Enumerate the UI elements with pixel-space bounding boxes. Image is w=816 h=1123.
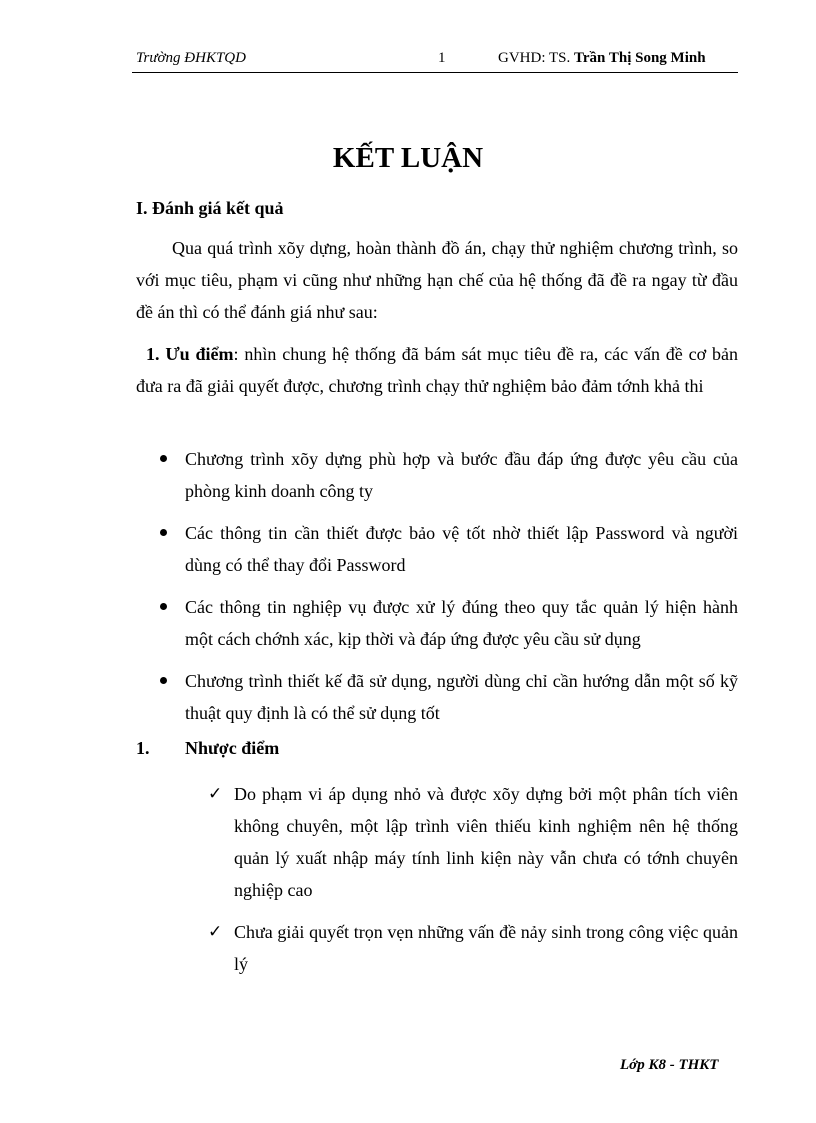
list-item-text: Do phạm vi áp dụng nhỏ và được xõy dựng bởi một phân tích viên không chuyên, một lập trình viên thiếu kinh nghiệm nên hệ thống quản lý xuất nhập máy tính linh kiện này vẫn chưa có tớnh chuyên nghiệp cao: [234, 784, 738, 900]
list-item: [208, 916, 738, 980]
page-title: KẾT LUẬN: [332, 142, 484, 174]
bullet-dot-icon: [160, 529, 167, 536]
disadvantages-number: 1.: [136, 738, 150, 758]
list-item-text: Các thông tin nghiệp vụ được xử lý đúng theo quy tắc quản lý hiện hành một cách chớnh xác, kịp thời và đáp ứng được yêu cầu sử dụng: [185, 597, 738, 649]
list-item-text: Chưa giải quyết trọn vẹn những vấn đề nảy sinh trong công việc quản lý: [234, 922, 738, 974]
list-item: [160, 665, 738, 729]
bullet-dot-icon: [160, 603, 167, 610]
footer-class: Lớp K8 - THKT: [620, 1057, 719, 1073]
bullet-dot-icon: [160, 455, 167, 462]
advantages-list: [160, 443, 738, 739]
disadvantages-heading: [136, 738, 279, 759]
section-heading: I. Đánh giá kết quả: [136, 198, 284, 218]
header-advisor-name: Trần Thị Song Minh: [573, 50, 706, 66]
header-school: Trường ĐHKTQD: [136, 50, 246, 66]
bullet-dot-icon: [160, 677, 167, 684]
checkmark-icon: ✓: [208, 922, 223, 942]
intro-paragraph: Qua quá trình xõy dựng, hoàn thành đồ án, chạy thử nghiệm chương trình, so với mục tiêu, phạm vi cũng như những hạn chế của hệ thống đã đề ra ngay từ đầu đề án thì có thể đánh giá như sau:: [136, 238, 738, 322]
list-item: [208, 778, 738, 906]
checkmark-icon: ✓: [208, 784, 223, 804]
disadvantages-label: Nhược điểm: [185, 738, 280, 758]
header-divider: [132, 72, 738, 73]
advantages-text: : nhìn chung hệ thống đã bám sát mục tiêu đề ra, các vấn đề cơ bản đưa ra đã giải quyết được, chương trình chạy thử nghiệm bảo đảm tớnh khả thi: [136, 344, 738, 396]
header-advisor: [498, 50, 706, 67]
list-item: [160, 591, 738, 655]
list-item: [160, 443, 738, 507]
header-page-number: 1: [438, 50, 446, 66]
list-item-text: Các thông tin cần thiết được bảo vệ tốt nhờ thiết lập Password và người dùng có thể thay đổi Password: [185, 523, 738, 575]
header-advisor-prefix: GVHD: TS.: [498, 50, 574, 66]
list-item-text: Chương trình thiết kế đã sử dụng, người dùng chỉ cần hướng dẫn một số kỹ thuật quy định là có thể sử dụng tốt: [185, 671, 738, 723]
advantages-label: 1. Ưu điểm: [146, 344, 234, 364]
list-item-text: Chương trình xõy dựng phù hợp và bước đầu đáp ứng được yêu cầu của phòng kinh doanh công ty: [185, 449, 738, 501]
list-item: [160, 517, 738, 581]
disadvantages-list: [208, 778, 738, 990]
advantages-paragraph: [136, 338, 738, 402]
